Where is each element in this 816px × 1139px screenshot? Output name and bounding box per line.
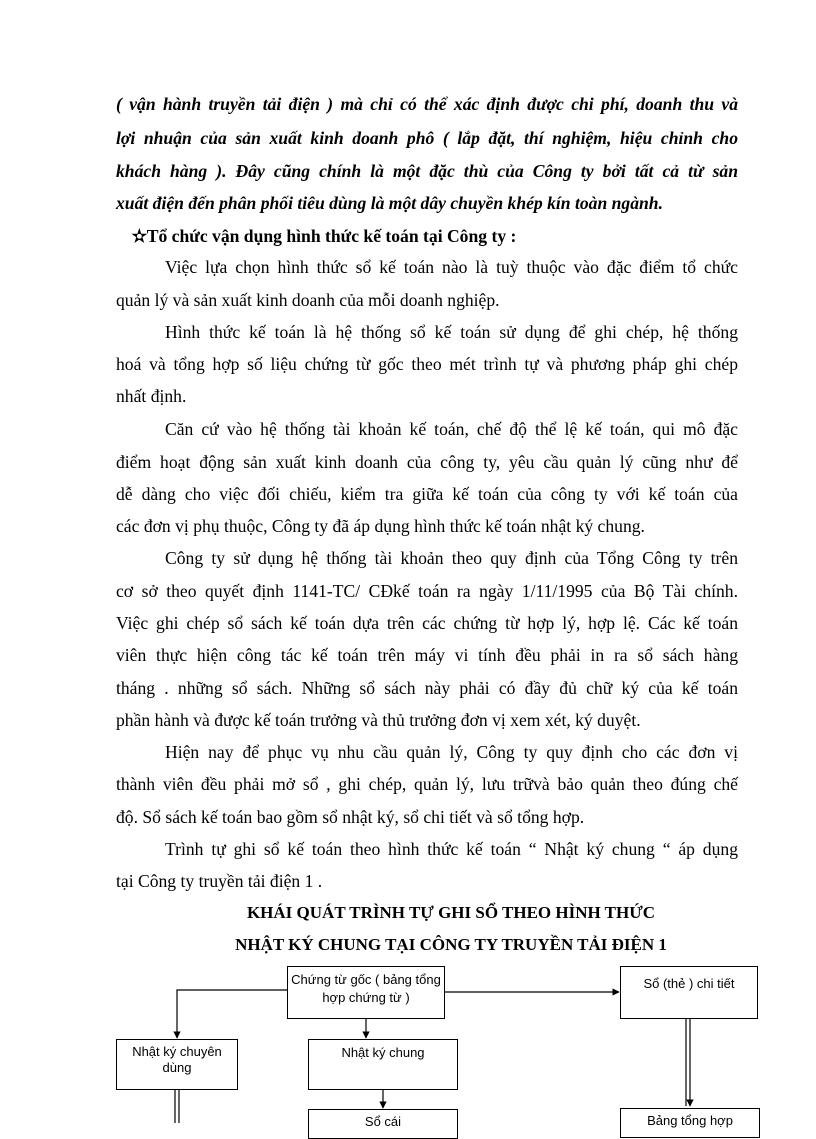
body-line: Việc lựa chọn hình thức sổ kế toán nào là tuỳ thuộc vào đặc điểm tổ chức [165, 257, 738, 277]
body-line: Căn cứ vào hệ thống tài khoản kế toán, chế độ thể lệ kế toán, qui mô đặc [165, 419, 738, 439]
diagram-title: NHẬT KÝ CHUNG TẠI CÔNG TY TRUYỀN TẢI ĐIỆN 1 [235, 935, 667, 954]
body-line: Hình thức kế toán là hệ thống sổ kế toán sử dụng để ghi chép, hệ thống [165, 322, 738, 342]
intro-line: ( vận hành truyền tải điện ) mà chỉ có thể xác định được chi phí, doanh thu và [116, 94, 738, 114]
diagram-title: KHÁI QUÁT TRÌNH TỰ GHI SỔ THEO HÌNH THỨC [246, 903, 656, 922]
section-heading: ✫Tổ chức vận dụng hình thức kế toán tại Công ty : [132, 226, 517, 246]
body-line: phần hành và được kế toán trưởng và thủ trưởng đơn vị xem xét, ký duyệt. [116, 710, 641, 730]
body-line: cơ sở theo quyết định 1141-TC/ CĐkế toán ra ngày 1/11/1995 của Bộ Tài chính. [116, 581, 738, 601]
body-line: thành viên đều phải mở sổ , ghi chép, quản lý, lưu trữvà bảo quản theo đúng chế [116, 774, 738, 794]
body-line: độ. Sổ sách kế toán bao gồm sổ nhật ký, sổ chi tiết và sổ tổng hợp. [116, 807, 585, 827]
body-line: nhất định. [116, 386, 187, 406]
body-line: hoá và tổng hợp số liệu chứng từ gốc theo mét trình tự và phương pháp ghi chép [116, 354, 738, 374]
intro-line: khách hàng ). Đây cũng chính là một đặc thù của Công ty bởi tất cả từ sản [116, 161, 738, 181]
box-chung-tu-goc: Chứng từ gốc ( bảng tổng hợp chứng từ ) [287, 966, 445, 1019]
box-bang-tong-hop: Bảng tổng hợp [620, 1108, 760, 1138]
body-line: Hiện nay để phục vụ nhu cầu quản lý, Công ty quy định cho các đơn vị [165, 742, 738, 762]
intro-line: lợi nhuận của sản xuất kinh doanh phô ( lắp đặt, thí nghiệm, hiệu chỉnh cho [116, 128, 738, 148]
body-line: tháng . những sổ sách. Những sổ sách này phải có đầy đủ chữ ký của kế toán [116, 678, 738, 698]
body-line: tại Công ty truyền tải điện 1 . [116, 871, 323, 891]
body-line: điểm hoạt động sản xuất kinh doanh của công ty, yêu cầu quản lý cũng như để [116, 452, 738, 472]
box-so-the-chi-tiet: Sổ (thẻ ) chi tiết [620, 966, 758, 1019]
box-nhat-ky-chuyen-dung: Nhật ký chuyên dùng [116, 1039, 238, 1090]
body-line: Trình tự ghi sổ kế toán theo hình thức kế toán “ Nhật ký chung “ áp dụng [165, 839, 738, 859]
body-line: dễ dàng cho việc đối chiếu, kiểm tra giữa kế toán của công ty với kế toán của [116, 484, 738, 504]
body-line: viên thực hiện công tác kế toán trên máy vi tính đều phải in ra sổ sách hàng [116, 645, 738, 665]
body-line: Việc ghi chép sổ sách kế toán dựa trên các chứng từ hợp lý, hợp lệ. Các kế toán [116, 613, 738, 633]
box-so-cai: Sổ cái [308, 1109, 458, 1139]
box-nhat-ky-chung: Nhật ký chung [308, 1039, 458, 1090]
arrow-to-nhat-ky-chuyen-dung [177, 990, 287, 1038]
body-line: Công ty sử dụng hệ thống tài khoản theo quy định của Tổng Công ty trên [165, 548, 738, 568]
body-line: quản lý và sản xuất kinh doanh của mỗi doanh nghiệp. [116, 290, 500, 310]
intro-line: xuất điện đến phân phối tiêu dùng là một dây chuyền khép kín toàn ngành. [116, 193, 663, 213]
body-line: các đơn vị phụ thuộc, Công ty đã áp dụng hình thức kế toán nhật ký chung. [116, 516, 645, 536]
